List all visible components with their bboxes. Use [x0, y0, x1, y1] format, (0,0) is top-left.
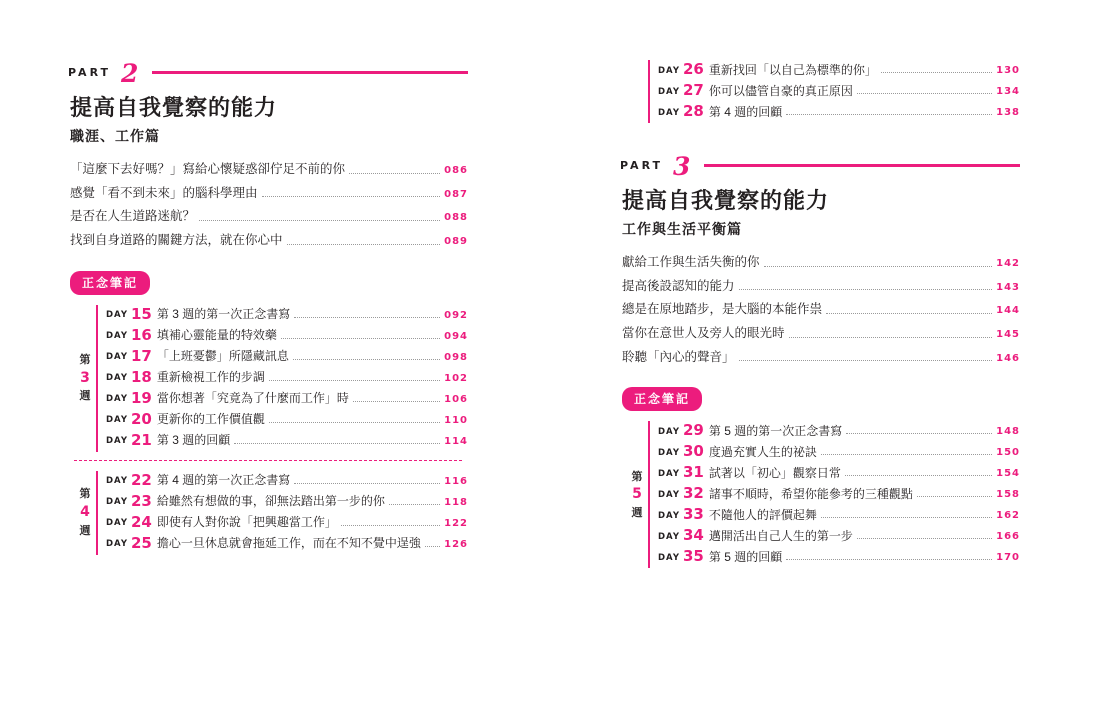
week-4-continuation [648, 60, 1020, 123]
toc-entry-text: 提高後設認知的能力 [622, 278, 735, 293]
day-number: 31 [682, 463, 704, 482]
toc-entry-text: 找到自身道路的關鍵方法，就在你心中 [70, 232, 283, 247]
page-number: 087 [444, 188, 468, 200]
page-number: 144 [996, 305, 1020, 317]
week-label-bottom: 週 [631, 505, 643, 519]
week-label [74, 471, 96, 555]
part-3-entry-list [622, 255, 1020, 365]
day-text: 更新你的工作價值觀 [156, 412, 265, 427]
day-row[interactable] [106, 470, 468, 489]
week-4-rows [106, 471, 468, 555]
day-row[interactable] [106, 346, 468, 365]
week-5-rows [658, 421, 1020, 568]
day-label: DAY [658, 531, 680, 542]
leader-dots [857, 537, 992, 539]
page-number: 126 [444, 538, 468, 550]
toc-entry-text: 獻給工作與生活失衡的你 [622, 255, 760, 269]
day-number: 16 [130, 325, 152, 344]
page-number: 146 [996, 352, 1020, 364]
day-row[interactable] [106, 430, 468, 449]
toc-entry-text: 當你在意世人及旁人的眼光時 [622, 325, 785, 340]
week-block-5 [626, 421, 1020, 568]
day-label: DAY [658, 489, 680, 500]
day-label: DAY [106, 518, 128, 529]
page-number: 110 [444, 414, 468, 426]
day-label: DAY [658, 552, 680, 563]
page-number: 118 [444, 496, 468, 508]
leader-dots [821, 453, 992, 455]
day-text: 第 3 週的第一次正念書寫 [156, 307, 291, 322]
day-number: 25 [130, 533, 152, 552]
leader-dots [269, 379, 440, 381]
part-3-title: 提高自我覺察的能力 [622, 188, 830, 214]
leader-dots [826, 312, 992, 314]
day-label: DAY [658, 510, 680, 521]
toc-entry[interactable] [622, 279, 1020, 295]
leader-dots [764, 265, 993, 267]
day-row[interactable] [106, 388, 468, 407]
leader-dots [269, 421, 440, 423]
week-label-bottom: 週 [79, 523, 91, 537]
part-rule [152, 71, 468, 74]
day-number: 28 [682, 102, 704, 120]
leader-dots [789, 336, 993, 338]
page-number: 114 [444, 435, 468, 447]
day-row[interactable] [658, 528, 1020, 543]
day-number: 22 [130, 470, 152, 489]
part-3-subtitle: 工作與生活平衡篇 [622, 222, 742, 238]
day-label: DAY [106, 310, 128, 321]
leader-dots [341, 524, 440, 526]
day-text: 度過充實人生的祕訣 [708, 444, 817, 459]
day-text: 擔心一旦休息就會拖延工作，而在不知不覺中逞強 [156, 536, 421, 551]
day-row[interactable] [658, 507, 1020, 522]
page-number: 130 [996, 65, 1020, 76]
page-number: 166 [996, 531, 1020, 543]
day-number: 26 [682, 60, 704, 78]
day-row[interactable] [658, 423, 1020, 438]
day-label: DAY [106, 352, 128, 363]
page-number: 154 [996, 468, 1020, 480]
page-number: 106 [444, 393, 468, 405]
page-number: 134 [996, 86, 1020, 97]
mindfulness-note-badge: 正念筆記 [70, 271, 150, 295]
day-row[interactable] [658, 549, 1020, 564]
leader-dots [293, 358, 440, 360]
toc-entry[interactable] [70, 209, 468, 225]
week-block-4 [74, 471, 468, 555]
part-label: PART [620, 159, 664, 172]
week-accent-bar [96, 305, 98, 452]
part-2-title: 提高自我覺察的能力 [70, 95, 278, 121]
leader-dots [262, 195, 441, 197]
toc-entry[interactable] [622, 350, 1020, 366]
week-label [626, 421, 648, 568]
day-text: 當你想著「究竟為了什麼而工作」時 [156, 391, 349, 406]
page-number: 150 [996, 447, 1020, 459]
day-label: DAY [658, 447, 680, 458]
week-label-bottom: 週 [79, 389, 91, 403]
week-label-top: 第 [79, 487, 91, 501]
day-text: 「上班憂鬱」所隱藏訊息 [156, 349, 289, 364]
page-number: 143 [996, 281, 1020, 293]
page-number: 086 [444, 165, 468, 177]
part-number: 2 [121, 59, 139, 88]
day-label: DAY [106, 539, 128, 550]
week-label-top: 第 [79, 352, 91, 366]
day-number: 30 [682, 442, 704, 461]
leader-dots [294, 316, 440, 318]
page-number: 116 [444, 475, 468, 487]
week-4-continued-rows [658, 60, 1020, 123]
week-accent-bar [648, 60, 650, 123]
day-text: 第 4 週的第一次正念書寫 [156, 473, 291, 488]
leader-dots [739, 359, 993, 361]
toc-entry-text: 「這麼下去好嗎？」寫給心懷疑惑卻佇足不前的你 [70, 162, 346, 176]
page-number: 158 [996, 489, 1020, 501]
day-text: 邁開活出自己人生的第一步 [708, 528, 853, 543]
day-label: DAY [106, 436, 128, 447]
toc-entry-text: 感覺「看不到未來」的腦科學理由 [70, 185, 258, 200]
toc-entry[interactable] [70, 162, 468, 178]
day-number: 29 [682, 421, 704, 440]
toc-entry-text: 是否在人生道路迷航？ [70, 209, 196, 224]
part-number: 3 [673, 152, 691, 181]
part-2-header [68, 59, 468, 88]
part-label: PART [68, 66, 112, 79]
day-number: 23 [130, 491, 152, 510]
page-number: 145 [996, 329, 1020, 340]
week-label [74, 305, 96, 452]
day-text: 重新找回「以自己為標準的你」 [708, 62, 877, 77]
day-row[interactable] [658, 465, 1020, 480]
part-2-subtitle: 職涯、工作篇 [70, 129, 160, 145]
day-row[interactable] [658, 62, 1020, 77]
day-number: 18 [130, 367, 152, 386]
day-text: 諸事不順時，希望你能參考的三種觀點 [708, 486, 913, 501]
leader-dots [281, 337, 440, 339]
part-rule [704, 164, 1020, 167]
day-number: 33 [682, 505, 704, 524]
day-number: 35 [682, 547, 704, 566]
week-accent-bar [96, 471, 98, 555]
day-number: 27 [682, 81, 704, 99]
day-label: DAY [106, 415, 128, 426]
page-number: 088 [444, 212, 468, 224]
day-label: DAY [106, 373, 128, 384]
part-3-header [620, 152, 1020, 181]
day-label: DAY [106, 476, 128, 487]
day-number: 20 [130, 409, 152, 428]
day-row[interactable] [106, 409, 468, 428]
week-3-rows [106, 305, 468, 452]
page-number: 122 [444, 517, 468, 529]
day-number: 19 [130, 388, 152, 407]
day-row[interactable] [106, 304, 468, 323]
day-row[interactable] [106, 367, 468, 386]
page-number: 089 [444, 236, 468, 247]
left-column [68, 60, 468, 555]
week-label-number: 5 [632, 486, 642, 503]
leader-dots [881, 71, 992, 73]
day-text: 第 5 週的回顧 [708, 549, 783, 564]
day-label: DAY [658, 86, 680, 97]
leader-dots [821, 516, 992, 518]
day-row[interactable] [106, 491, 468, 510]
toc-entry-text: 聆聽「內心的聲音」 [622, 349, 735, 364]
day-text: 不隨他人的評價起舞 [708, 507, 817, 522]
page-number: 098 [444, 351, 468, 363]
leader-dots [389, 503, 440, 505]
leader-dots [234, 442, 440, 444]
part-2-entry-list [70, 162, 468, 249]
mindfulness-note-badge: 正念筆記 [622, 387, 702, 411]
day-row[interactable] [106, 325, 468, 344]
day-text: 填補心靈能量的特效藥 [156, 328, 277, 343]
leader-dots [917, 495, 992, 497]
day-number: 15 [130, 304, 152, 323]
day-label: DAY [658, 426, 680, 437]
toc-entry[interactable] [70, 186, 468, 202]
day-label: DAY [658, 468, 680, 479]
day-number: 24 [130, 512, 152, 531]
leader-dots [739, 288, 993, 290]
leader-dots [857, 92, 992, 94]
day-number: 21 [130, 430, 152, 449]
week-divider [74, 460, 462, 461]
day-text: 試著以「初心」觀察日常 [708, 465, 841, 480]
leader-dots [786, 113, 992, 115]
day-label: DAY [658, 107, 680, 118]
leader-dots [845, 474, 992, 476]
page-number: 138 [996, 107, 1020, 118]
leader-dots [786, 558, 992, 560]
week-label-top: 第 [631, 469, 643, 483]
page-number: 094 [444, 330, 468, 342]
leader-dots [199, 219, 440, 221]
day-number: 34 [682, 526, 704, 545]
toc-entry-text: 總是在原地踏步，是大腦的本能作祟 [622, 302, 823, 317]
leader-dots [425, 545, 440, 547]
toc-entry[interactable] [70, 233, 468, 249]
day-text: 第 3 週的回顧 [156, 433, 231, 448]
day-text: 第 4 週的回顧 [708, 104, 783, 119]
day-row[interactable] [658, 444, 1020, 459]
page-number: 102 [444, 372, 468, 384]
page-number: 092 [444, 309, 468, 321]
week-label-number: 4 [80, 504, 90, 521]
page-number: 142 [996, 258, 1020, 270]
week-block-3 [74, 305, 468, 452]
leader-dots [846, 432, 992, 434]
page-number: 148 [996, 426, 1020, 438]
day-row[interactable] [658, 104, 1020, 119]
leader-dots [349, 172, 440, 174]
toc-entry[interactable] [622, 326, 1020, 342]
day-row[interactable] [106, 533, 468, 552]
day-label: DAY [106, 331, 128, 342]
toc-entry[interactable] [622, 302, 1020, 318]
week-label-number: 3 [80, 369, 90, 386]
page-number: 162 [996, 510, 1020, 522]
day-number: 32 [682, 484, 704, 503]
right-column [620, 60, 1020, 568]
day-row[interactable] [658, 83, 1020, 98]
day-label: DAY [106, 394, 128, 405]
week-accent-bar [648, 421, 650, 568]
day-row[interactable] [658, 486, 1020, 501]
leader-dots [353, 400, 440, 402]
day-number: 17 [130, 346, 152, 365]
day-text: 即使有人對你說「把興趣當工作」 [156, 515, 337, 530]
day-text: 你可以儘管自豪的真正原因 [708, 83, 853, 98]
day-text: 給雖然有想做的事，卻無法踏出第一步的你 [156, 494, 385, 509]
leader-dots [287, 243, 441, 245]
day-text: 重新檢視工作的步調 [156, 370, 265, 385]
toc-entry[interactable] [622, 255, 1020, 271]
day-text: 第 5 週的第一次正念書寫 [708, 423, 843, 438]
day-label: DAY [106, 497, 128, 508]
page-number: 170 [996, 552, 1020, 564]
day-row[interactable] [106, 512, 468, 531]
leader-dots [294, 482, 440, 484]
day-label: DAY [658, 65, 680, 76]
